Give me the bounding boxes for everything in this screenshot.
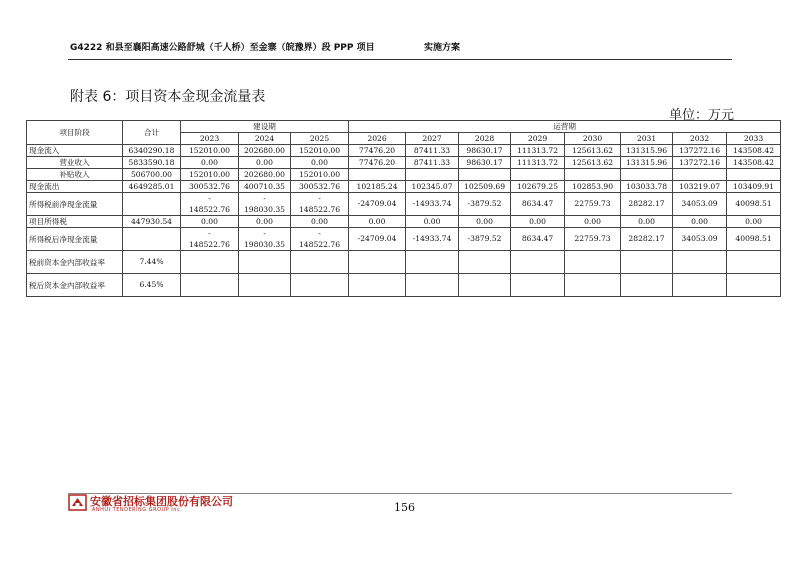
company-name-english: ANHUI TENDERING GROUP Inc. [92, 507, 183, 513]
cell-2027: 0.00 [406, 216, 459, 228]
year-header-2023: 2023 [181, 133, 239, 145]
cell-2023: 300532.76 [181, 181, 239, 193]
cell-2029: 102679.25 [511, 181, 565, 193]
table-title: 附表 6：项目资本金现金流量表 [70, 89, 266, 105]
cell-2026 [349, 251, 406, 274]
year-header-2026: 2026 [349, 133, 406, 145]
cell-2025: 152010.00 [291, 145, 349, 157]
table-row [27, 181, 781, 193]
cell-2032 [673, 274, 727, 297]
cell-2026: 102185.24 [349, 181, 406, 193]
cell-2031: 103033.78 [621, 181, 673, 193]
cell-2024: 202680.00 [239, 145, 291, 157]
cell-2028: -3879.52 [459, 228, 511, 251]
year-header-2029: 2029 [511, 133, 565, 145]
cell-2023: - 148522.76 [181, 228, 239, 251]
table-row [27, 274, 781, 297]
header-row-1 [27, 121, 781, 133]
cell-2025 [291, 274, 349, 297]
row-label: 税后资本金内部收益率 [27, 274, 123, 297]
cell-2024: - 198030.35 [239, 228, 291, 251]
cell-2023: 0.00 [181, 157, 239, 169]
cell-2033: 40098.51 [727, 193, 781, 216]
cell-2029: 111313.72 [511, 145, 565, 157]
table-row [27, 193, 781, 216]
table-row [27, 228, 781, 251]
table-row [27, 145, 781, 157]
cell-2028 [459, 274, 511, 297]
stage-header: 项目阶段 [27, 121, 123, 145]
total-header: 合计 [123, 121, 181, 145]
cell-2025 [291, 251, 349, 274]
cell-2024 [239, 251, 291, 274]
cell-2032: 34053.09 [673, 193, 727, 216]
cell-2027: 87411.33 [406, 157, 459, 169]
year-header-2024: 2024 [239, 133, 291, 145]
cell-2028: 0.00 [459, 216, 511, 228]
cell-2031: 131315.96 [621, 145, 673, 157]
row-total [123, 193, 181, 216]
cell-2025: 0.00 [291, 216, 349, 228]
row-total: 6.45% [123, 274, 181, 297]
cash-flow-table [26, 120, 781, 297]
cell-2026 [349, 274, 406, 297]
cell-2026: -24709.04 [349, 193, 406, 216]
row-label: 现金流出 [27, 181, 123, 193]
cell-2027 [406, 169, 459, 181]
cell-2024: 0.00 [239, 216, 291, 228]
header-rule [68, 59, 732, 60]
year-header-2032: 2032 [673, 133, 727, 145]
cell-2033 [727, 274, 781, 297]
year-header-2028: 2028 [459, 133, 511, 145]
cell-2031: 0.00 [621, 216, 673, 228]
cell-2027: -14933.74 [406, 193, 459, 216]
cell-2026: 77476.20 [349, 157, 406, 169]
cell-2032 [673, 251, 727, 274]
row-total: 6340290.18 [123, 145, 181, 157]
cell-2024: 202680.00 [239, 169, 291, 181]
table-row [27, 251, 781, 274]
cell-2030: 125613.62 [565, 145, 621, 157]
row-total: 4649285.01 [123, 181, 181, 193]
cell-2027: -14933.74 [406, 228, 459, 251]
cell-2033: 143508.42 [727, 157, 781, 169]
operation-period-header: 运营期 [349, 121, 781, 133]
table-row [27, 216, 781, 228]
row-label: 现金流入 [27, 145, 123, 157]
cell-2033: 40098.51 [727, 228, 781, 251]
table-row [27, 157, 781, 169]
construction-period-header: 建设期 [181, 121, 349, 133]
cell-2030: 102853.90 [565, 181, 621, 193]
cell-2032: 103219.07 [673, 181, 727, 193]
cell-2028: 102509.69 [459, 181, 511, 193]
cell-2024: 0.00 [239, 157, 291, 169]
row-label: 所得税后净现金流量 [27, 228, 123, 251]
cell-2032: 137272.16 [673, 157, 727, 169]
cell-2028 [459, 169, 511, 181]
cell-2031 [621, 274, 673, 297]
row-label: 项目所得税 [27, 216, 123, 228]
company-logo-icon [68, 494, 87, 511]
cell-2023: 0.00 [181, 216, 239, 228]
cell-2027 [406, 274, 459, 297]
cell-2032: 34053.09 [673, 228, 727, 251]
cell-2026: 0.00 [349, 216, 406, 228]
cell-2024: - 198030.35 [239, 193, 291, 216]
cell-2031: 28282.17 [621, 228, 673, 251]
page-number: 156 [394, 501, 415, 514]
row-total: 7.44% [123, 251, 181, 274]
row-label: 税前资本金内部收益率 [27, 251, 123, 274]
cell-2030 [565, 274, 621, 297]
row-total: 447930.54 [123, 216, 181, 228]
cell-2029 [511, 251, 565, 274]
company-name: 安徽省招标集团股份有限公司 [90, 495, 233, 508]
cell-2031 [621, 251, 673, 274]
year-header-2025: 2025 [291, 133, 349, 145]
cell-2027 [406, 251, 459, 274]
cell-2024 [239, 274, 291, 297]
cell-2023: 152010.00 [181, 169, 239, 181]
cell-2025: 0.00 [291, 157, 349, 169]
cell-2033 [727, 251, 781, 274]
cell-2029 [511, 274, 565, 297]
cell-2030: 0.00 [565, 216, 621, 228]
cell-2033 [727, 169, 781, 181]
cell-2023: - 148522.76 [181, 193, 239, 216]
row-total [123, 228, 181, 251]
cell-2029: 111313.72 [511, 157, 565, 169]
cell-2024: 400710.35 [239, 181, 291, 193]
cell-2033: 0.00 [727, 216, 781, 228]
table-row [27, 169, 781, 181]
year-header-2031: 2031 [621, 133, 673, 145]
cell-2033: 143508.42 [727, 145, 781, 157]
cell-2030: 22759.73 [565, 228, 621, 251]
cell-2026 [349, 169, 406, 181]
header-document-type: 实施方案 [424, 43, 461, 53]
cell-2032 [673, 169, 727, 181]
cell-2028: 98630.17 [459, 157, 511, 169]
cell-2027: 102345.07 [406, 181, 459, 193]
cell-2031: 131315.96 [621, 157, 673, 169]
row-label: 补贴收入 [27, 169, 123, 181]
cell-2031 [621, 169, 673, 181]
cell-2026: -24709.04 [349, 228, 406, 251]
cell-2032: 0.00 [673, 216, 727, 228]
cell-2029: 8634.47 [511, 193, 565, 216]
cell-2032: 137272.16 [673, 145, 727, 157]
cell-2028: 98630.17 [459, 145, 511, 157]
cell-2026: 77476.20 [349, 145, 406, 157]
row-total: 506700.00 [123, 169, 181, 181]
cell-2033: 103409.91 [727, 181, 781, 193]
unit-label: 单位：万元 [668, 108, 734, 123]
year-header-2030: 2030 [565, 133, 621, 145]
row-label: 营业收入 [27, 157, 123, 169]
cell-2023 [181, 274, 239, 297]
cell-2025: - 148522.76 [291, 228, 349, 251]
cell-2031: 28282.17 [621, 193, 673, 216]
cell-2030: 22759.73 [565, 193, 621, 216]
cell-2028 [459, 251, 511, 274]
row-label: 所得税前净现金流量 [27, 193, 123, 216]
cell-2029: 8634.47 [511, 228, 565, 251]
row-total: 5833590.18 [123, 157, 181, 169]
cell-2030 [565, 169, 621, 181]
header-project-title: G4222 和县至襄阳高速公路舒城（千人桥）至金寨（皖豫界）段 PPP 项目 [70, 43, 375, 53]
cell-2028: -3879.52 [459, 193, 511, 216]
cell-2029: 0.00 [511, 216, 565, 228]
cell-2023: 152010.00 [181, 145, 239, 157]
cell-2025: - 148522.76 [291, 193, 349, 216]
cell-2030: 125613.62 [565, 157, 621, 169]
cell-2023 [181, 251, 239, 274]
year-header-2033: 2033 [727, 133, 781, 145]
year-header-2027: 2027 [406, 133, 459, 145]
cell-2027: 87411.33 [406, 145, 459, 157]
cell-2025: 152010.00 [291, 169, 349, 181]
cell-2025: 300532.76 [291, 181, 349, 193]
cell-2030 [565, 251, 621, 274]
cell-2029 [511, 169, 565, 181]
